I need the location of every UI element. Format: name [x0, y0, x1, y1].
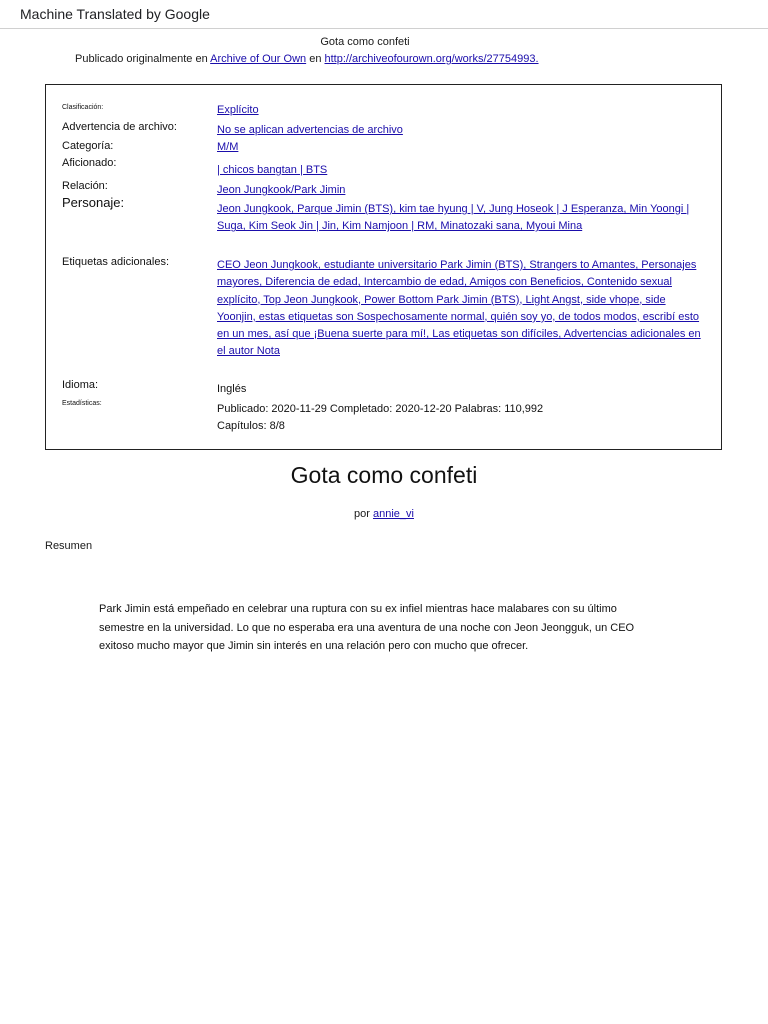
stats-line-1: Publicado: 2020-11-29 Completado: 2020-12-20 Palabras: 110,992: [217, 403, 544, 415]
category-label: Categoría:: [62, 140, 114, 152]
rating-label: Clasificación:: [62, 104, 104, 111]
tags-label: Etiquetas adicionales:: [62, 256, 170, 268]
relationship-link[interactable]: Jeon Jungkook/Park Jimin: [217, 184, 346, 196]
banner-divider: [0, 28, 768, 29]
published-mid: en: [306, 53, 325, 65]
language-label: Idioma:: [62, 379, 99, 391]
relationship-value: [217, 182, 707, 199]
summary-text: Park Jimin está empeñado en celebrar una ruptura con su ex infiel mientras hace malabares con su último semestre en la universidad. Lo que no esperaba era una aventura de una noche con Jeon Jeongguk, un CEO exitoso mucho mayor que Jimin sin interés en una relación pero con mucho que ofrecer.: [99, 603, 635, 652]
summary-heading: Resumen: [45, 540, 93, 552]
published-line: [75, 53, 539, 65]
character-label: Personaje:: [62, 195, 125, 210]
character-value: [217, 201, 707, 236]
warning-link[interactable]: No se aplican advertencias de archivo: [217, 124, 403, 136]
category-value: [217, 139, 707, 156]
author-link[interactable]: annie_vi: [372, 508, 414, 520]
character-link[interactable]: Jeon Jungkook, Parque Jimin (BTS), kim tae hyung | V, Jung Hoseok | J Esperanza, Min Yoongi | Suga, Kim Seok Jin | Jin, Kim Namjoon | RM, Minatozaki sana, Myoui Mina: [217, 203, 690, 233]
tags-value: [217, 257, 707, 361]
metadata-box: [45, 84, 722, 450]
byline-prefix: por: [354, 508, 373, 520]
work-title: Gota como confeti: [290, 462, 478, 488]
fandom-value: [217, 162, 707, 179]
header-title: Gota como confeti: [320, 36, 410, 48]
warning-label: Advertencia de archivo:: [62, 121, 177, 133]
work-url-link[interactable]: http://archiveofourown.org/works/27754993.: [324, 53, 539, 65]
category-link[interactable]: M/M: [217, 141, 239, 153]
translation-banner: Machine Translated by Google: [20, 6, 210, 22]
rating-value: [217, 102, 707, 119]
rating-link[interactable]: Explícito: [217, 104, 259, 116]
byline: [0, 508, 768, 520]
tags-link[interactable]: CEO Jeon Jungkook, estudiante universitario Park Jimin (BTS), Strangers to Amantes, Personajes mayores, Diferencia de edad, Intercambio de edad, Amigos con Beneficios, Contenido sexual explícito, Top Jeon Jungkook, Power Bottom Park Jimin (BTS), Light Angst, side vhope, side Yoonjin, estas etiquetas son Sospechosamente normal, quién soy yo, de todos modos, escribí esto en un mes, así que ¡Buena suerte para mí!, Las etiquetas son difíciles, Advertencias adicionales en el autor Nota: [217, 259, 701, 358]
stats-line-2: Capítulos: 8/8: [217, 420, 285, 432]
fandom-link[interactable]: | chicos bangtan | BTS: [217, 164, 328, 176]
relationship-label: Relación:: [62, 180, 108, 192]
stats-label: Estadísticas:: [62, 400, 102, 407]
fandom-label: Aficionado:: [62, 157, 117, 169]
language-value: Inglés: [217, 383, 247, 395]
warning-value: [217, 122, 707, 139]
published-prefix: Publicado originalmente en: [75, 53, 211, 65]
archive-link[interactable]: Archive of Our Own: [210, 53, 307, 65]
